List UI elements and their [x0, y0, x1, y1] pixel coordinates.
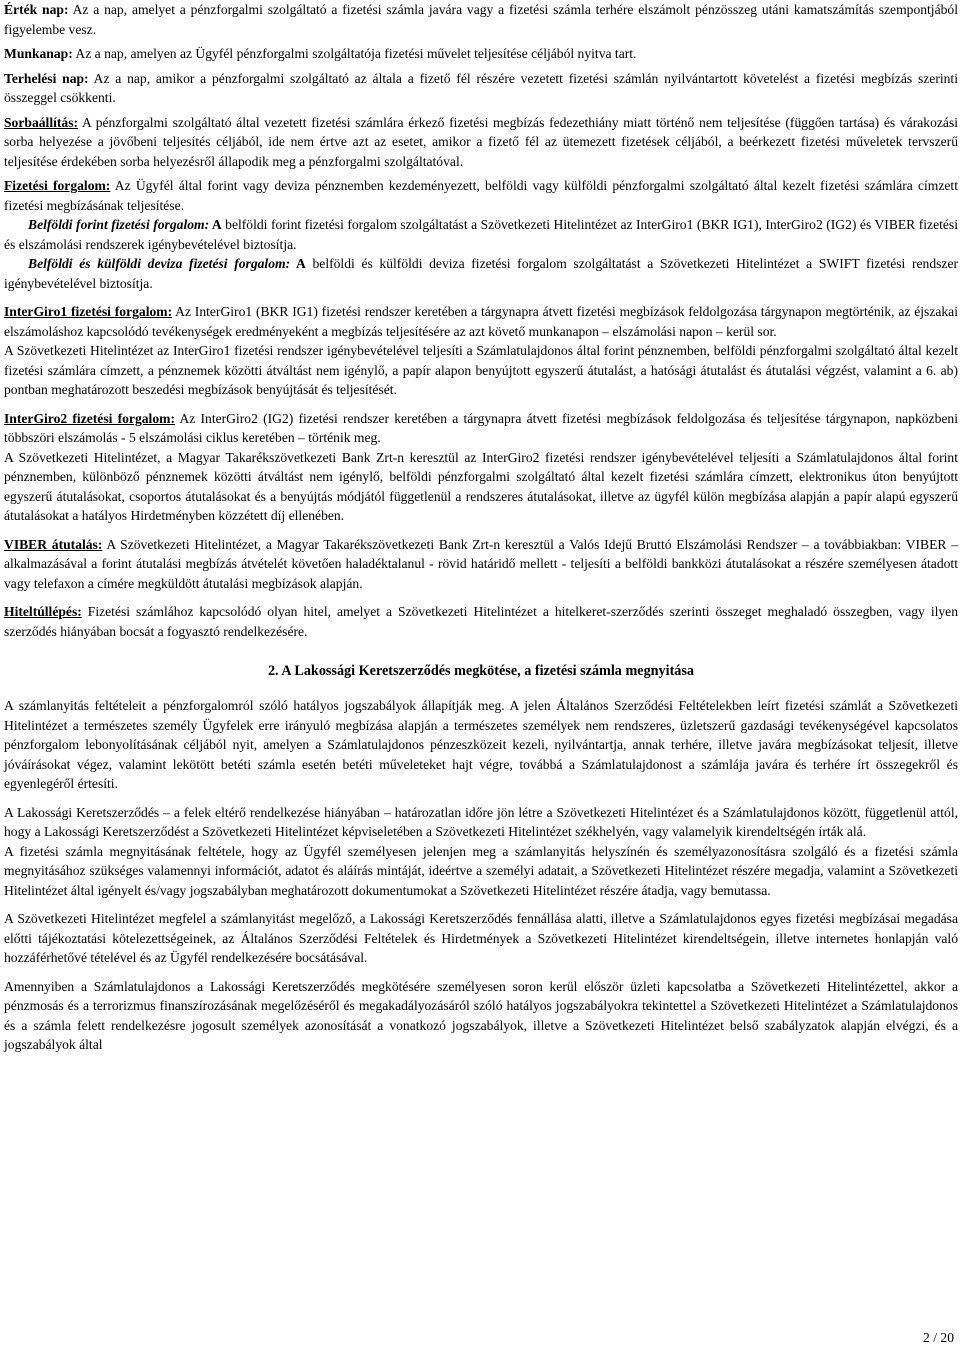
definition-text: Az a nap, amikor a pénzforgalmi szolgáltató az általa a fizető fél részére vezetett fizetési számlán nyilvántartott követelést a fizetési megbízás szerinti összeggel csökkenti.: [4, 70, 958, 105]
definition-text: A Szövetkezeti Hitelintézet, a Magyar Takarékszövetkezeti Bank Zrt-n keresztül a Valós Idejű Bruttó Elszámolási Rendszer – a továbbiakban: VIBER – alkalmazásával a forint átutalási megbízás átvételét követően haladéktalanul - rövid határidő mellett - teljesíti a belföldi bankközi átutalásokat a részére személyesen átadott vagy telefaxon a címére megküldött átutalási megbízások alapján.: [4, 536, 958, 591]
subterm-label: Belföldi és külföldi deviza fizetési forgalom:: [28, 256, 291, 271]
definition-terhelesi-nap: [4, 69, 958, 108]
definition-intergiro1: [4, 302, 958, 341]
definition-text: Az InterGiro1 (BKR IG1) fizetési rendszer keretében a tárgynapra átvett fizetési megbízások feldolgozása tárgynapon megtörténik, az éjszakai elszámoláshoz kapcsolódó tevékenységek eredményeként a megbízás teljesítésére az azt követő munkanapon – elszámolási napon – kerül sor.: [4, 304, 958, 339]
term-label: VIBER átutalás:: [4, 536, 103, 552]
section-paragraph: A Lakossági Keretszerződés – a felek eltérő rendelkezése hiányában – határozatlan időre jön létre a Szövetkezeti Hitelintézet és a Számlatulajdonos között, függetlenül attól, hogy a Lakossági Keretszerződést a Szövetkezeti Hitelintézet képviseletében a Szövetkezeti Hitelintézet székhelyén, vagy valamelyik kirendeltségén írták alá.: [4, 804, 958, 839]
subterm-lead: A: [209, 217, 222, 232]
definition-munkanap: [4, 44, 958, 64]
term-label: Fizetési forgalom:: [4, 178, 111, 193]
section-paragraph: A fizetési számla megnyitásának feltétele, hogy az Ügyfél személyesen jelenjen meg a számlanyitás helyszínén és személyazonosításra szolgáló és a fizetési számla megnyitásához szükséges valamennyi információt, adatot és aláírás mintáját, ideértve a személyi adatait, a Szövetkezeti Hitelintézet részére megadja, valamint a Szövetkezeti Hitelintézet által igényelt és/vagy jogszabályban meghatározott dokumentumokat a Szövetkezeti Hitelintézet részére átadja, vagy bemutassa.: [4, 843, 958, 898]
document-page: [4, 0, 958, 1055]
definition-sorbaallitas: [4, 113, 958, 172]
section-paragraph: A Szövetkezeti Hitelintézet megfelel a számlanyitást megelőző, a Lakossági Keretszerződés fennállása alatti, illetve a Számlatulajdonos egyes fizetési megbízásai megadása előtti tájékoztatási kötelezettségeinek, az Általános Szerződési Feltételek és Hirdetmények a Szövetkezeti Hitelintézet kirendeltségein, illetve internetes honlapján való hozzáférhetővé tételével és az Ügyfél rendelkezésére bocsátásával.: [4, 911, 958, 965]
subterm-label: Belföldi forint fizetési forgalom:: [28, 217, 210, 232]
term-label: Hiteltúllépés:: [4, 604, 82, 619]
page-number: 2 / 20: [923, 1330, 954, 1345]
term-label: Munkanap:: [4, 46, 73, 61]
intergiro1-detail: A Szövetkezeti Hitelintézet az InterGiro1 fizetési rendszer igénybevételével teljesíti a Számlatulajdonos által forint pénznemben, belföldi pénzforgalmi szolgáltató által kezelt fizetési számlára címzett, a pénznemek közötti átváltást nem igénylő, a papír alapon benyújtott egyszerű átutalást, a hatósági átutalást és átutalási végzést, valamint a 6. ab) pontban meghatározott beszedési megbízások benyújtását és teljesítését.: [4, 343, 958, 397]
subterm-lead: A: [290, 256, 306, 271]
definition-text: Az a nap, amelyet a pénzforgalmi szolgáltató a fizetési számla javára vagy a fizetési számla terhére elszámolt pénzösszeg utáni kamatszámítás szempontjából figyelembe vesz.: [4, 2, 958, 37]
definition-fizetesi-forgalom: [4, 176, 958, 215]
term-label: Érték nap:: [4, 2, 69, 17]
definition-text: A pénzforgalmi szolgáltató által vezetett fizetési számlára érkező fizetési megbízás fedezethiány miatt történő nem teljesítése (függően tartása) és várakozási sorba helyezése a jövőbeni teljesítés céljából, ide nem értve azt az esetet, amikor a fizető fél az ütemezett fizetések céljából, a beérkezett fizetési műveletek tervszerű teljesítése érdekében sorba helyezésről állapodik meg a pénzforgalmi szolgáltatóval.: [4, 114, 958, 169]
intergiro2-detail: A Szövetkezeti Hitelintézet, a Magyar Takarékszövetkezeti Bank Zrt-n keresztül az InterGiro2 fizetési rendszer igénybevételével teljesíti a Számlatulajdonos által forint pénznemben, különböző pénznemek közötti átváltást nem igénylő, belföldi pénzforgalmi szolgáltató által kezelt fizetési számlára címzett, elektronikus úton benyújtott egyszerű átutalásokat, csoportos átutalásokat és a benyújtás módjától függetlenül a rendszeres átutalásokat, illetve az ügyfél külön megbízása alapján a papír alapú egyszerű átutalásokat a hatályos Hirdetményben közzétett díj ellenében.: [4, 449, 958, 523]
subdefinition-belfoldi-forint: [4, 215, 958, 254]
term-label: InterGiro1 fizetési forgalom:: [4, 304, 173, 319]
definition-text: Az a nap, amelyen az Ügyfél pénzforgalmi szolgáltatója fizetési művelet teljesítése céljából nyitva tart.: [72, 46, 637, 61]
subdefinition-text: belföldi és külföldi deviza fizetési forgalom szolgáltatást a Szövetkezeti Hitelintézet a SWIFT fizetési rendszer igénybevételével biztosítja.: [4, 256, 958, 291]
definition-text: Az InterGiro2 (IG2) fizetési rendszer keretében a tárgynapra átvett fizetési megbízások feldolgozása és teljesítése tárgynapon, napközbeni többszöri elszámolás - 5 elszámolási ciklus keretében – történik meg.: [4, 410, 958, 445]
section-paragraph: Amennyiben a Számlatulajdonos a Lakossági Keretszerződés megkötésére személyesen soron kerül először üzleti kapcsolatba a Szövetkezeti Hitelintézettel, akkor a pénzmosás és a terrorizmus finanszírozásának megelőzéséről és megakadályozásáról szóló hatályos jogszabályokra tekintettel a Szövetkezeti Hitelintézet a Számlatulajdonos és a számla felett rendelkezésre jogosult személyek azonosítását a vonatkozó jogszabályok, illetve a Szövetkezeti Hitelintézet belső szabályzatok alapján elvégzi, és a jogszabályok által: [4, 978, 958, 1052]
term-label: InterGiro2 fizetési forgalom:: [4, 410, 175, 426]
definition-text: Az Ügyfél által forint vagy deviza pénznemben kezdeményezett, belföldi vagy külföldi pénzforgalmi szolgáltató által kezelt fizetési számlára címzett fizetési megbízásának teljesítése.: [4, 178, 958, 213]
definition-viber: [4, 535, 958, 594]
subdefinition-text: belföldi forint fizetési forgalom szolgáltatást a Szövetkezeti Hitelintézet az InterGiro1 (BKR IG1), InterGiro2 (IG2) és VIBER fizetési és elszámolási rendszerek igénybevételével biztosítja.: [4, 217, 958, 252]
definition-text: Fizetési számlához kapcsolódó olyan hitel, amelyet a Szövetkezeti Hitelintézet a hitelkeret-szerződés szerinti összeget meghaladó összegben, vagy ilyen szerződés hiányában bocsát a fogyasztó rendelkezésére.: [4, 604, 958, 639]
definition-hiteltullepes: [4, 602, 958, 641]
definition-intergiro2: [4, 409, 958, 448]
definition-ertek-nap: [4, 0, 958, 39]
subdefinition-deviza: [4, 254, 958, 293]
section-heading: 2. A Lakossági Keretszerződés megkötése, a fizetési számla megnyitása: [267, 663, 695, 679]
term-label: Sorbaállítás:: [4, 114, 79, 130]
section-paragraph: A számlanyitás feltételeit a pénzforgalomról szóló hatályos jogszabályok állapítják meg. A jelen Általános Szerződési Feltételekben leírt fizetési számlát a Szövetkezeti Hitelintézet a természetes személy Ügyfelek erre irányuló megbízása alapján a természetes személyek nem rendszeres, üzletszerű gazdasági tevékenységével kapcsolatos pénzforgalom lebonyolításának céljából nyit, amelyen a Számlatulajdonos pénzeszközeit kezeli, nyilvántartja, annak terhére, illetve javára megbízásokat teljesít, illetve jóváírásokat végez, valamint lekötött betéti számla esetén betéti műveleteket hajt végre, továbbá a Számlatulajdonost a számlája javára és terhére írt összegekről és egyenlegéről értesíti.: [4, 698, 958, 791]
term-label: Terhelési nap:: [4, 70, 89, 86]
